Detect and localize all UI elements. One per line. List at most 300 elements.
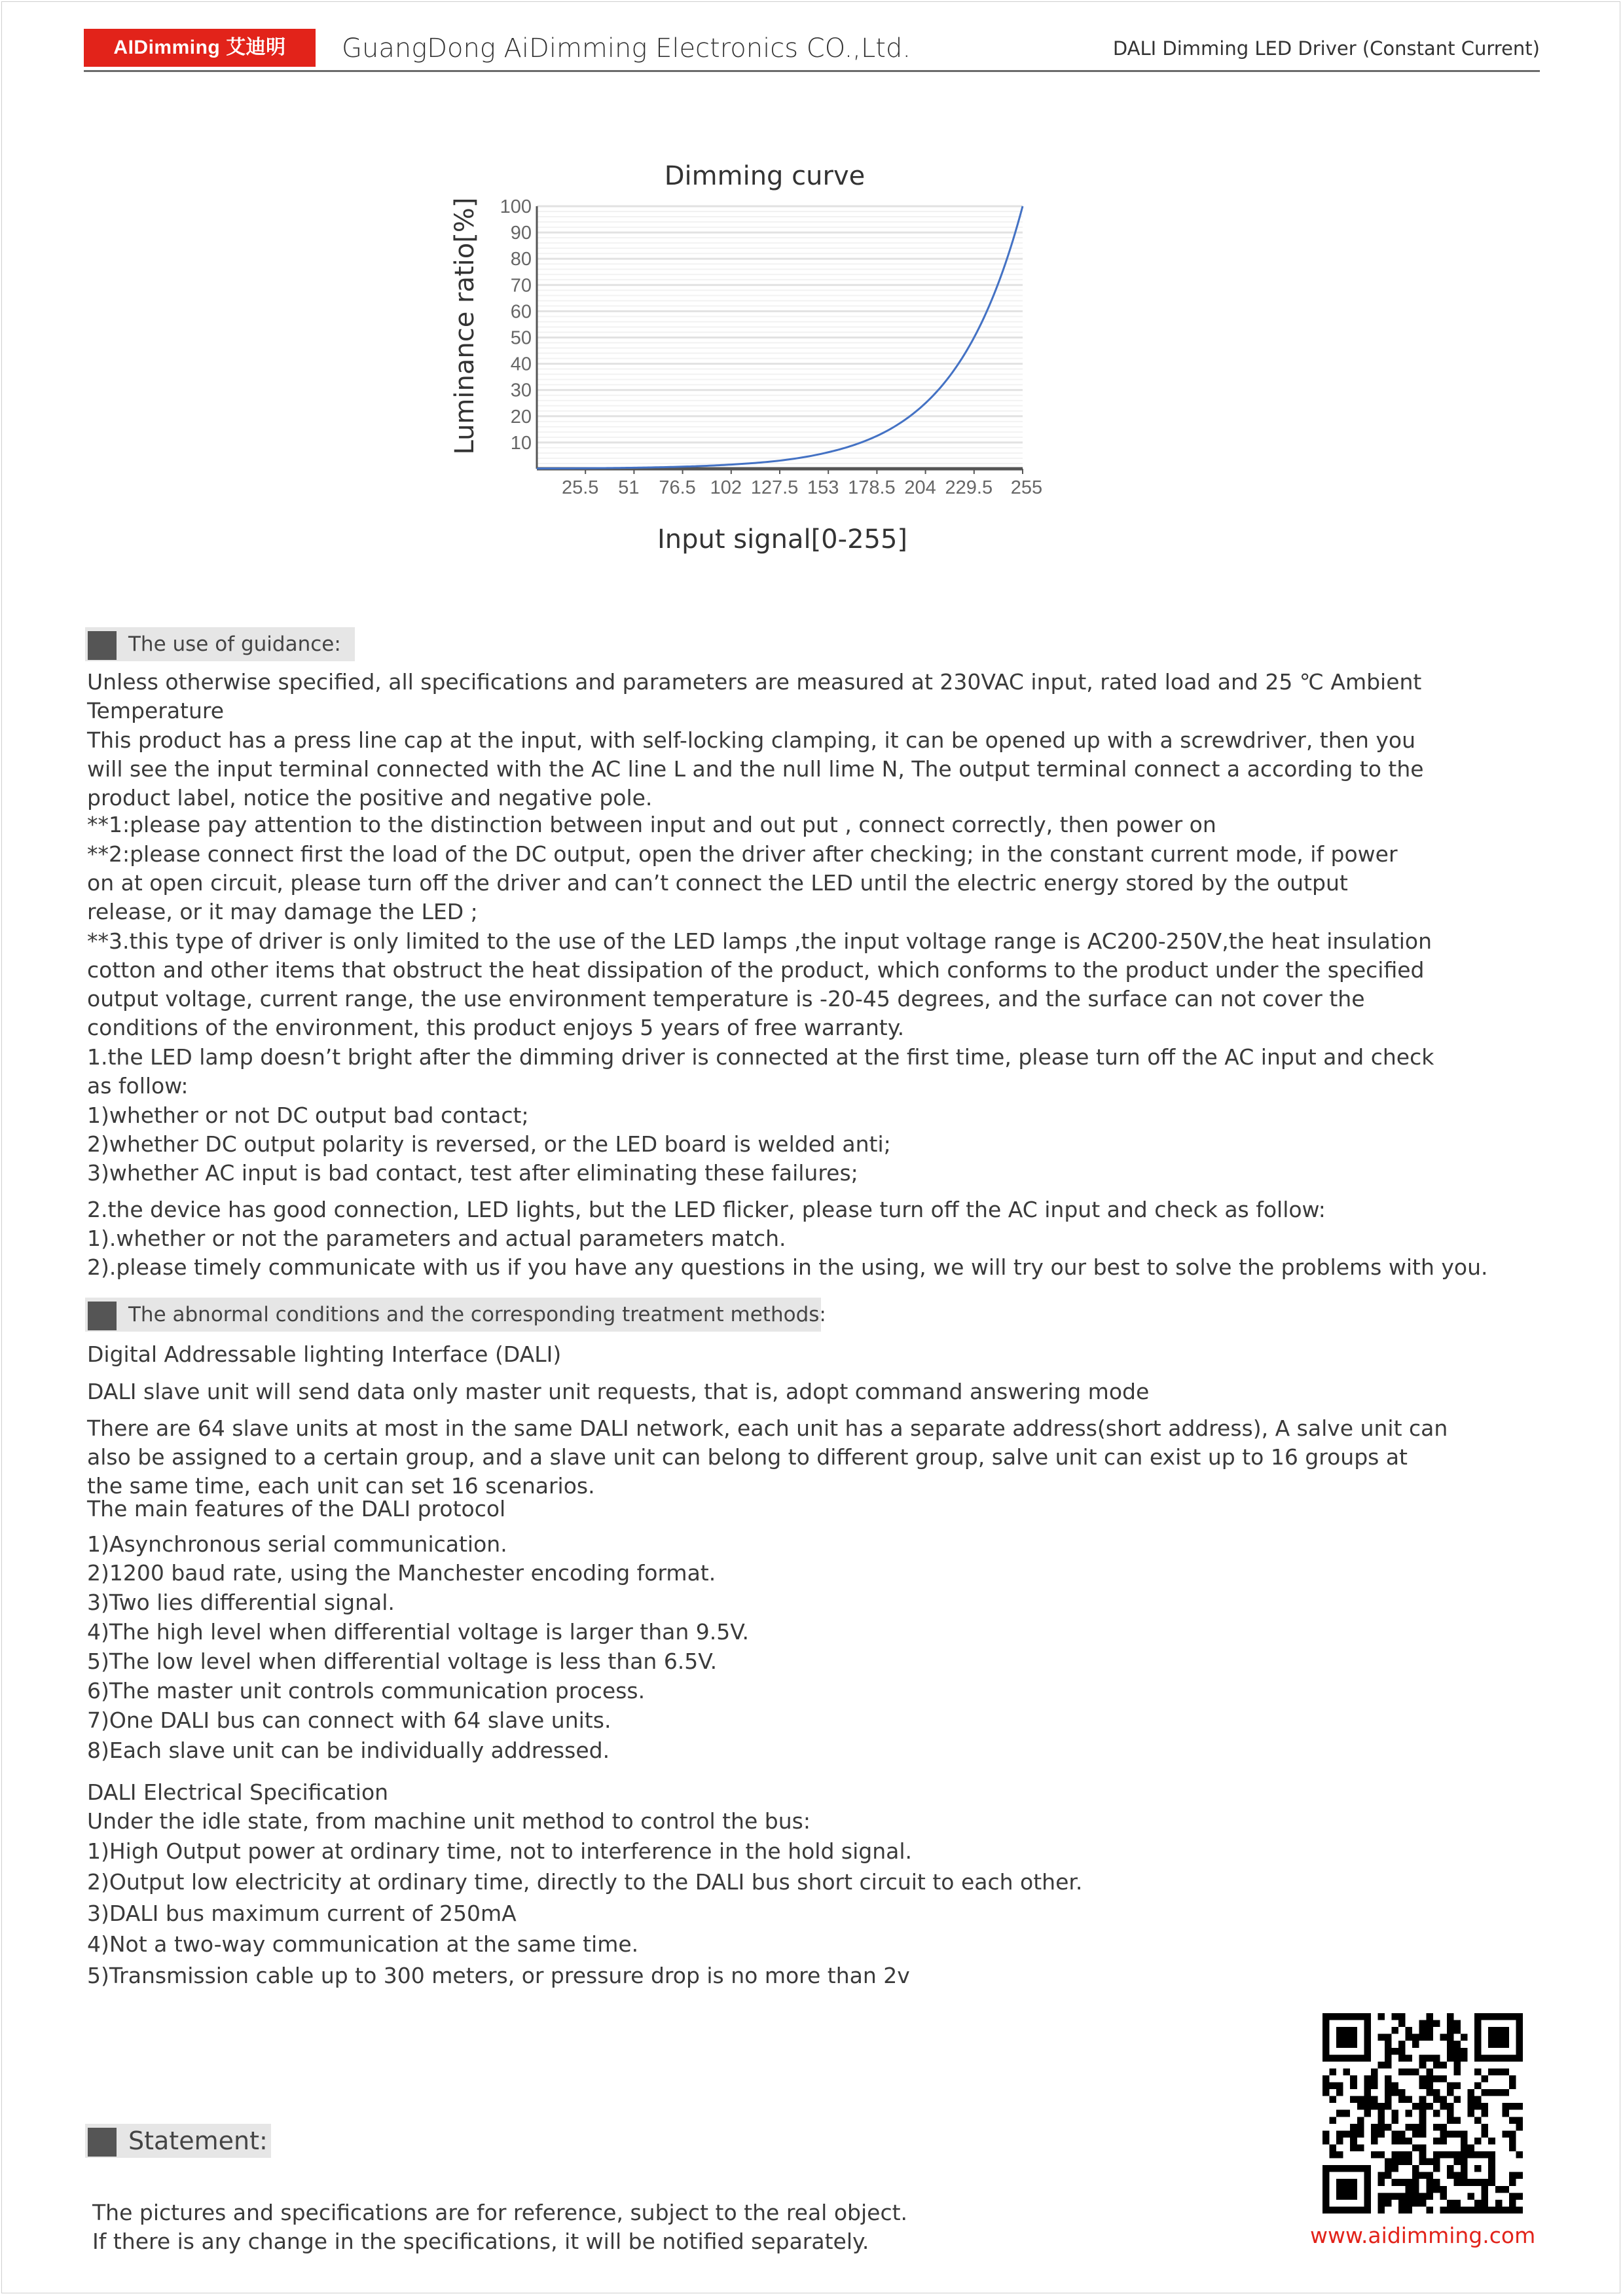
qr-module [1322, 2089, 1330, 2096]
qr-module [1426, 2075, 1433, 2083]
qr-module [1509, 2103, 1516, 2110]
qr-module [1406, 2193, 1413, 2200]
qr-module [1336, 2179, 1343, 2186]
qr-module [1433, 2062, 1440, 2069]
qr-module [1364, 2200, 1371, 2207]
qr-module [1406, 2200, 1413, 2207]
qr-code-icon [1322, 2013, 1523, 2214]
qr-module [1509, 2200, 1516, 2207]
qr-module [1488, 2172, 1495, 2179]
qr-module [1440, 2096, 1447, 2104]
qr-module [1419, 2151, 1427, 2159]
qr-module [1426, 2054, 1433, 2062]
qr-module [1482, 2013, 1489, 2020]
qr-module [1468, 2179, 1475, 2186]
qr-module [1350, 2054, 1357, 2062]
qr-module [1350, 2186, 1357, 2193]
qr-module [1488, 2027, 1495, 2034]
qr-module [1433, 2138, 1440, 2145]
qr-module [1398, 2130, 1406, 2138]
qr-module [1357, 2124, 1364, 2131]
qr-module [1343, 2130, 1351, 2138]
qr-module [1406, 2068, 1413, 2075]
qr-module [1330, 2165, 1337, 2172]
qr-module [1322, 2193, 1330, 2200]
qr-module [1419, 2193, 1427, 2200]
text-line: If there is any change in the specifications, it will be notified separately. [92, 2229, 869, 2254]
qr-module [1468, 2193, 1475, 2200]
text-line: 2).please timely communicate with us if you have any questions in the using, we will try our best to solve the problems with you. [87, 1254, 1488, 1280]
qr-module [1502, 2027, 1509, 2034]
qr-module [1474, 2041, 1482, 2048]
qr-module [1377, 2124, 1385, 2131]
qr-module [1453, 2041, 1461, 2048]
qr-module [1516, 2193, 1523, 2200]
company-name: GuangDong AiDimming Electronics CO.,Ltd. [342, 33, 911, 64]
qr-module [1322, 2172, 1330, 2179]
qr-module [1364, 2206, 1371, 2214]
text-line: 1)Asynchronous serial communication. [87, 1531, 507, 1557]
qr-module [1482, 2179, 1489, 2186]
qr-module [1447, 2151, 1454, 2159]
qr-module [1433, 2054, 1440, 2062]
text-line: 1).whether or not the parameters and actual parameters match. [87, 1226, 786, 1251]
qr-module [1447, 2034, 1454, 2041]
text-line: the same time, each unit can set 16 scenarios. [87, 1473, 595, 1499]
qr-module [1433, 2110, 1440, 2117]
qr-module [1474, 2027, 1482, 2034]
qr-module [1495, 2054, 1503, 2062]
qr-module [1447, 2110, 1454, 2117]
qr-module [1343, 2206, 1351, 2214]
qr-module [1406, 2027, 1413, 2034]
qr-module [1322, 2206, 1330, 2214]
qr-module [1419, 2054, 1427, 2062]
qr-module [1474, 2054, 1482, 2062]
qr-module [1392, 2193, 1399, 2200]
qr-module [1502, 2068, 1509, 2075]
qr-module [1419, 2096, 1427, 2104]
qr-module [1398, 2020, 1406, 2028]
qr-module [1385, 2075, 1392, 2083]
qr-module [1509, 2083, 1516, 2090]
text-line: 1.the LED lamp doesn’t bright after the dimming driver is connected at the first time, please turn off the AC input and check [87, 1044, 1434, 1070]
qr-module [1482, 2151, 1489, 2159]
qr-module [1502, 2013, 1509, 2020]
qr-module [1440, 2075, 1447, 2083]
qr-module [1509, 2138, 1516, 2145]
qr-module [1385, 2172, 1392, 2179]
text-line: Unless otherwise specified, all specifications and parameters are measured at 230VAC input, rated load and 25 ℃ Ambient [87, 669, 1422, 695]
qr-module [1336, 2034, 1343, 2041]
qr-module [1392, 2083, 1399, 2090]
qr-module [1330, 2096, 1337, 2104]
qr-module [1488, 2159, 1495, 2166]
qr-module [1433, 2075, 1440, 2083]
qr-module [1377, 2117, 1385, 2124]
qr-module [1336, 2089, 1343, 2096]
qr-module [1385, 2089, 1392, 2096]
y-tick-label: 70 [510, 275, 532, 297]
qr-module [1412, 2068, 1419, 2075]
qr-module [1488, 2206, 1495, 2214]
qr-module [1461, 2159, 1468, 2166]
qr-module [1433, 2151, 1440, 2159]
qr-module [1447, 2089, 1454, 2096]
text-line: output voltage, current range, the use environment temperature is -20-45 degrees, and the surface can not cover the [87, 986, 1365, 1011]
qr-module [1433, 2165, 1440, 2172]
qr-module [1398, 2068, 1406, 2075]
qr-module [1364, 2103, 1371, 2110]
qr-module [1502, 2103, 1509, 2110]
qr-module [1412, 2144, 1419, 2151]
qr-module [1398, 2151, 1406, 2159]
qr-module [1468, 2096, 1475, 2104]
qr-module [1398, 2013, 1406, 2020]
qr-module [1336, 2054, 1343, 2062]
text-line: 3)Two lies differential signal. [87, 1590, 395, 1615]
text-line: 3)DALI bus maximum current of 250mA [87, 1901, 517, 1926]
qr-module [1509, 2144, 1516, 2151]
qr-module [1343, 2013, 1351, 2020]
chart-title: Dimming curve [664, 161, 866, 191]
qr-module [1516, 2048, 1523, 2055]
qr-module [1336, 2041, 1343, 2048]
qr-module [1357, 2206, 1364, 2214]
qr-module [1482, 2103, 1489, 2110]
qr-module [1426, 2083, 1433, 2090]
qr-module [1453, 2172, 1461, 2179]
qr-module [1488, 2089, 1495, 2096]
qr-module [1419, 2117, 1427, 2124]
qr-module [1412, 2130, 1419, 2138]
qr-module [1343, 2027, 1351, 2034]
qr-module [1509, 2054, 1516, 2062]
qr-module [1440, 2124, 1447, 2131]
qr-module [1377, 2034, 1385, 2041]
qr-module [1350, 2165, 1357, 2172]
qr-module [1474, 2138, 1482, 2145]
y-tick-label: 60 [510, 301, 532, 323]
qr-module [1509, 2013, 1516, 2020]
qr-module [1357, 2013, 1364, 2020]
qr-module [1516, 2041, 1523, 2048]
qr-module [1350, 2130, 1357, 2138]
qr-module [1419, 2159, 1427, 2166]
text-line: There are 64 slave units at most in the same DALI network, each unit has a separate address(short address), A salve unit can [87, 1415, 1448, 1441]
qr-module [1453, 2117, 1461, 2124]
qr-module [1412, 2172, 1419, 2179]
x-tick-label: 102 [710, 477, 742, 498]
section-header-statement [85, 2124, 271, 2158]
text-line: as follow: [87, 1073, 189, 1099]
text-line: 6)The master unit controls communication process. [87, 1678, 646, 1704]
qr-module [1440, 2062, 1447, 2069]
qr-module [1488, 2068, 1495, 2075]
qr-module [1377, 2172, 1385, 2179]
qr-module [1516, 2124, 1523, 2131]
qr-module [1412, 2124, 1419, 2131]
qr-module [1474, 2117, 1482, 2124]
qr-module [1336, 2151, 1343, 2159]
text-line: **3.this type of driver is only limited to the use of the LED lamps ,the input voltage range is AC200-250V,the heat insulation [87, 928, 1432, 954]
qr-module [1474, 2179, 1482, 2186]
qr-module [1350, 2083, 1357, 2090]
qr-module [1426, 2020, 1433, 2028]
qr-module [1447, 2206, 1454, 2214]
qr-module [1406, 2096, 1413, 2104]
qr-module [1385, 2062, 1392, 2069]
qr-module [1426, 2034, 1433, 2041]
qr-module [1398, 2048, 1406, 2055]
qr-module [1392, 2089, 1399, 2096]
qr-module [1447, 2117, 1454, 2124]
qr-module [1474, 2068, 1482, 2075]
qr-module [1461, 2138, 1468, 2145]
qr-module [1495, 2206, 1503, 2214]
qr-module [1447, 2083, 1454, 2090]
qr-module [1364, 2186, 1371, 2193]
qr-module [1482, 2193, 1489, 2200]
qr-module [1398, 2096, 1406, 2104]
qr-module [1502, 2186, 1509, 2193]
qr-module [1336, 2165, 1343, 2172]
qr-module [1482, 2124, 1489, 2131]
x-tick-label: 204 [904, 477, 936, 498]
qr-module [1343, 2179, 1351, 2186]
qr-module [1330, 2054, 1337, 2062]
qr-module [1419, 2020, 1427, 2028]
qr-module [1336, 2083, 1343, 2090]
text-line: **2:please connect first the load of the DC output, open the driver after checking; in the constant current mode, if power [87, 841, 1398, 867]
qr-module [1453, 2048, 1461, 2055]
section-title: The use of guidance: [128, 632, 341, 656]
qr-module [1343, 2041, 1351, 2048]
text-line: 2)whether DC output polarity is reversed, or the LED board is welded anti; [87, 1131, 891, 1157]
qr-module [1412, 2193, 1419, 2200]
qr-module [1385, 2165, 1392, 2172]
qr-module [1385, 2159, 1392, 2166]
qr-module [1412, 2103, 1419, 2110]
qr-module [1516, 2027, 1523, 2034]
qr-module [1509, 2193, 1516, 2200]
qr-module [1371, 2083, 1378, 2090]
qr-module [1385, 2096, 1392, 2104]
qr-module [1350, 2193, 1357, 2200]
qr-module [1474, 2034, 1482, 2041]
qr-module [1468, 2144, 1475, 2151]
qr-module [1350, 2206, 1357, 2214]
qr-module [1364, 2048, 1371, 2055]
qr-module [1419, 2124, 1427, 2131]
qr-module [1364, 2110, 1371, 2117]
x-tick-labels [562, 469, 1042, 498]
qr-module [1392, 2117, 1399, 2124]
qr-module [1406, 2179, 1413, 2186]
qr-module [1433, 2089, 1440, 2096]
qr-module [1392, 2179, 1399, 2186]
qr-module [1447, 2048, 1454, 2055]
qr-module [1447, 2054, 1454, 2062]
qr-module [1392, 2151, 1399, 2159]
qr-module [1482, 2075, 1489, 2083]
x-tick-label: 76.5 [659, 477, 696, 498]
y-tick-label: 50 [510, 327, 532, 349]
qr-module [1357, 2054, 1364, 2062]
qr-module [1336, 2130, 1343, 2138]
qr-module [1482, 2089, 1489, 2096]
qr-module [1440, 2138, 1447, 2145]
qr-module [1406, 2206, 1413, 2214]
qr-module [1322, 2200, 1330, 2207]
text-line: DALI slave unit will send data only master unit requests, that is, adopt command answering mode [87, 1379, 1150, 1404]
qr-module [1385, 2193, 1392, 2200]
qr-module [1516, 2034, 1523, 2041]
qr-module [1468, 2206, 1475, 2214]
qr-module [1453, 2020, 1461, 2028]
qr-module [1392, 2110, 1399, 2117]
qr-module [1392, 2027, 1399, 2034]
qr-module [1322, 2048, 1330, 2055]
qr-module [1336, 2206, 1343, 2214]
qr-module [1426, 2172, 1433, 2179]
section-marker-icon [88, 1302, 117, 1330]
x-tick-label: 127.5 [750, 477, 799, 498]
qr-module [1488, 2138, 1495, 2145]
x-tick-label: 229.5 [945, 477, 993, 498]
section-header-guidance [85, 627, 355, 661]
qr-module [1447, 2200, 1454, 2207]
qr-module [1447, 2130, 1454, 2138]
qr-module [1377, 2151, 1385, 2159]
qr-module [1440, 2130, 1447, 2138]
qr-module [1336, 2186, 1343, 2193]
qr-module [1495, 2186, 1503, 2193]
text-line: Digital Addressable lighting Interface (DALI) [87, 1341, 562, 1367]
qr-module [1453, 2027, 1461, 2034]
qr-module [1336, 2138, 1343, 2145]
qr-module [1419, 2083, 1427, 2090]
qr-module [1343, 2193, 1351, 2200]
qr-module [1516, 2054, 1523, 2062]
qr-module [1495, 2034, 1503, 2041]
qr-module [1482, 2130, 1489, 2138]
qr-module [1433, 2159, 1440, 2166]
qr-module [1371, 2151, 1378, 2159]
qr-module [1495, 2089, 1503, 2096]
qr-module [1412, 2165, 1419, 2172]
qr-module [1377, 2062, 1385, 2069]
qr-module [1474, 2096, 1482, 2104]
qr-module [1419, 2130, 1427, 2138]
qr-module [1468, 2103, 1475, 2110]
qr-module [1426, 2103, 1433, 2110]
grid-lines [537, 206, 1023, 464]
x-tick-label: 153 [807, 477, 839, 498]
qr-module [1322, 2138, 1330, 2145]
qr-module [1412, 2200, 1419, 2207]
brand-logo: AIDimming 艾迪明 [84, 29, 316, 67]
qr-module [1516, 2013, 1523, 2020]
x-tick-label: 25.5 [561, 477, 599, 498]
qr-module [1495, 2027, 1503, 2034]
qr-module [1474, 2206, 1482, 2214]
text-line: This product has a press line cap at the input, with self-locking clamping, it can be opened up with a screwdriver, then you [87, 727, 1416, 753]
qr-module [1426, 2089, 1433, 2096]
qr-module [1447, 2020, 1454, 2028]
qr-module [1330, 2206, 1337, 2214]
text-line: 2.the device has good connection, LED lights, but the LED flicker, please turn off the AC input and check as follow: [87, 1197, 1326, 1222]
text-line: release, or it may damage the LED ; [87, 899, 478, 924]
qr-module [1482, 2054, 1489, 2062]
qr-module [1322, 2186, 1330, 2193]
qr-module [1412, 2041, 1419, 2048]
qr-module [1322, 2054, 1330, 2062]
qr-module [1419, 2103, 1427, 2110]
qr-module [1336, 2027, 1343, 2034]
qr-module [1495, 2013, 1503, 2020]
qr-module [1377, 2200, 1385, 2207]
text-line: cotton and other items that obstruct the heat dissipation of the product, which conforms to the product under the specified [87, 957, 1425, 983]
qr-module [1371, 2075, 1378, 2083]
qr-module [1426, 2068, 1433, 2075]
qr-module [1385, 2124, 1392, 2131]
qr-module [1453, 2200, 1461, 2207]
qr-module [1453, 2096, 1461, 2104]
qr-module [1474, 2103, 1482, 2110]
qr-module [1509, 2117, 1516, 2124]
qr-module [1474, 2151, 1482, 2159]
qr-module [1350, 2179, 1357, 2186]
y-tick-label: 90 [510, 223, 532, 244]
qr-module [1502, 2054, 1509, 2062]
qr-module [1406, 2186, 1413, 2193]
qr-module [1502, 2130, 1509, 2138]
qr-module [1440, 2193, 1447, 2200]
qr-module [1440, 2151, 1447, 2159]
qr-module [1371, 2096, 1378, 2104]
header-divider [84, 70, 1540, 72]
text-line: The pictures and specifications are for reference, subject to the real object. [92, 2200, 908, 2225]
qr-module [1364, 2054, 1371, 2062]
qr-module [1419, 2110, 1427, 2117]
qr-module [1502, 2034, 1509, 2041]
qr-module [1377, 2193, 1385, 2200]
qr-module [1357, 2144, 1364, 2151]
qr-module [1488, 2054, 1495, 2062]
section-header-abnormal [85, 1298, 826, 1332]
qr-module [1516, 2020, 1523, 2028]
qr-module [1385, 2034, 1392, 2041]
qr-module [1364, 2075, 1371, 2083]
website-link[interactable]: www.aidimming.com [1310, 2223, 1536, 2248]
qr-module [1516, 2206, 1523, 2214]
qr-module [1385, 2048, 1392, 2055]
qr-module [1330, 2151, 1337, 2159]
section-marker-icon [88, 2128, 117, 2157]
qr-module [1322, 2179, 1330, 2186]
qr-module [1502, 2089, 1509, 2096]
qr-module [1398, 2193, 1406, 2200]
qr-module [1453, 2054, 1461, 2062]
qr-module [1426, 2027, 1433, 2034]
qr-module [1336, 2193, 1343, 2200]
qr-module [1516, 2117, 1523, 2124]
qr-module [1426, 2159, 1433, 2166]
qr-module [1357, 2165, 1364, 2172]
qr-module [1364, 2034, 1371, 2041]
qr-module [1406, 2151, 1413, 2159]
